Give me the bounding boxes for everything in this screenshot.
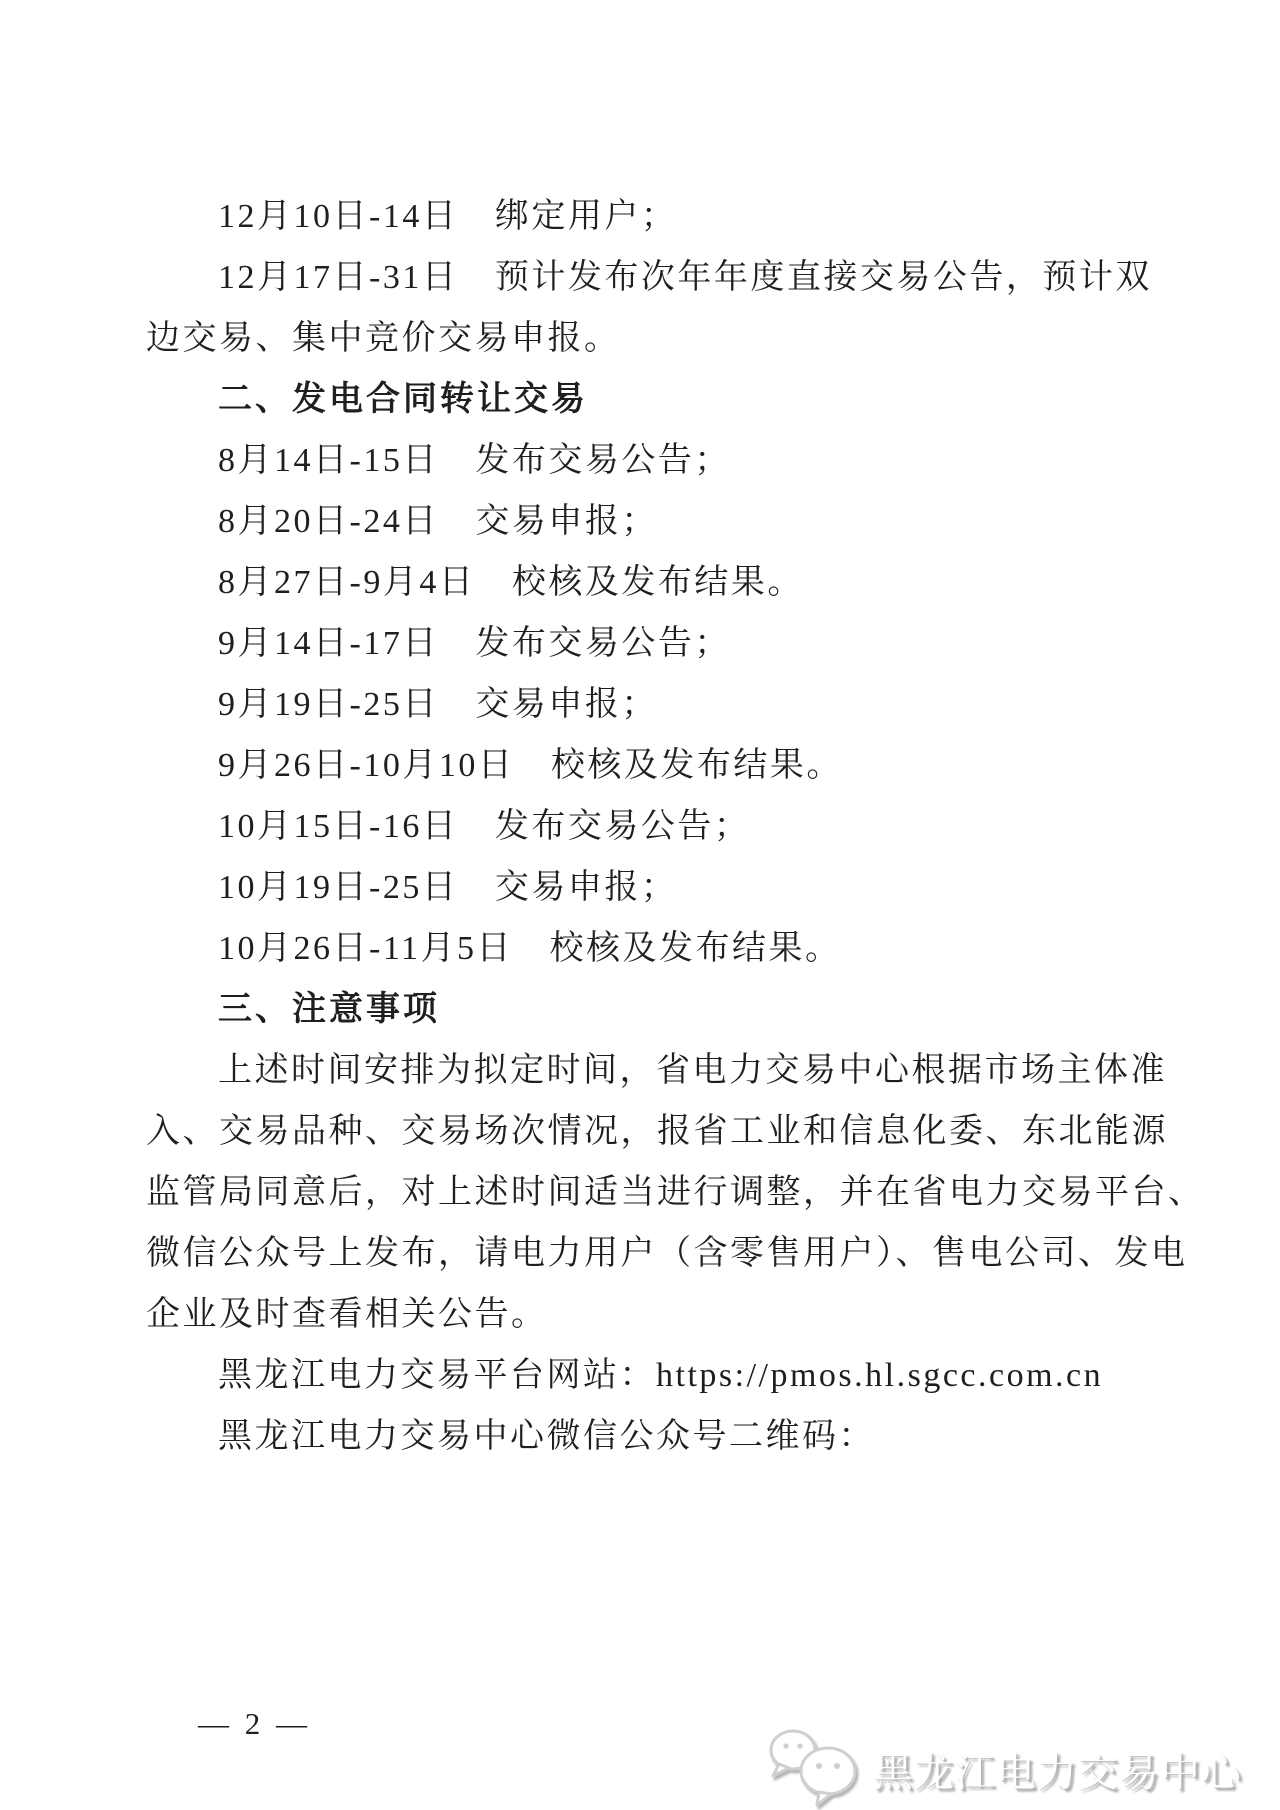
document-line: 9月26日-10月10日 校核及发布结果。 xyxy=(218,747,843,784)
document-line: 8月20日-24日 交易申报； xyxy=(218,503,658,540)
document-line: 10月26日-11月5日 校核及发布结果。 xyxy=(218,930,842,967)
document-line: 12月17日-31日 预计发布次年年度直接交易公告，预计双 xyxy=(218,259,1152,296)
document-line: 10月15日-16日 发布交易公告； xyxy=(218,808,751,845)
document-line: 入、交易品种、交易场次情况，报省工业和信息化委、东北能源 xyxy=(146,1113,1168,1150)
wechat-icon xyxy=(767,1726,863,1810)
document-line: 企业及时查看相关公告。 xyxy=(146,1296,548,1333)
document-line: 监管局同意后，对上述时间适当进行调整，并在省电力交易平台、 xyxy=(146,1174,1205,1211)
document-line: 边交易、集中竞价交易申报。 xyxy=(146,320,621,357)
document-line: 二、发电合同转让交易 xyxy=(218,380,588,418)
watermark-label: 黑龙江电力交易中心 xyxy=(873,1751,1242,1795)
document-line: 上述时间安排为拟定时间，省电力交易中心根据市场主体准 xyxy=(218,1052,1167,1089)
document-line: 黑龙江电力交易平台网站：https://pmos.hl.sgcc.com.cn xyxy=(218,1357,1104,1394)
document-body xyxy=(146,186,1205,1467)
document-line: 三、注意事项 xyxy=(218,990,440,1028)
document-line: 黑龙江电力交易中心微信公众号二维码： xyxy=(218,1418,875,1455)
page-number: — 2 — xyxy=(198,1706,311,1741)
document-line: 微信公众号上发布，请电力用户（含零售用户）、售电公司、发电 xyxy=(146,1235,1188,1272)
document-line: 8月27日-9月4日 校核及发布结果。 xyxy=(218,564,804,601)
document-line: 12月10日-14日 绑定用户； xyxy=(218,198,678,235)
document-line: 10月19日-25日 交易申报； xyxy=(218,869,678,906)
document-line: 9月19日-25日 交易申报； xyxy=(218,686,658,723)
document-line: 8月14日-15日 发布交易公告； xyxy=(218,442,731,479)
watermark-banner xyxy=(767,1726,1242,1810)
document-line: 9月14日-17日 发布交易公告； xyxy=(218,625,731,662)
